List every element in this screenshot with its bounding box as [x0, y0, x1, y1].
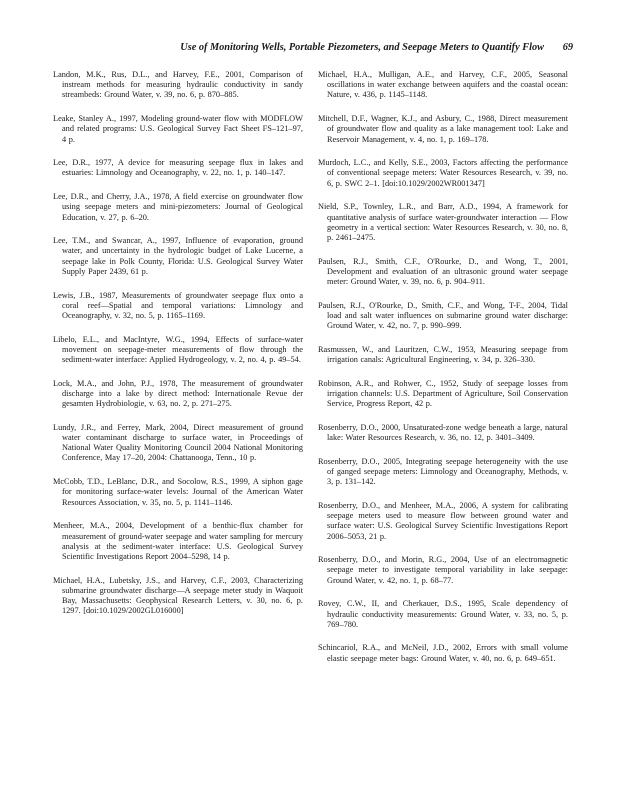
reference-entry: Lock, M.A., and John, P.J., 1978, The measurement of groundwater discharge into a lake by direct method: Internationale Revue der gesamten Hydrobiologie, v. 63, no. 2, p. 271–275. — [53, 378, 303, 409]
reference-entry: Robinson, A.R., and Rohwer, C., 1952, Study of seepage losses from irrigation channels: U.S. Department of Agriculture, Soil Conservation Service, Progress Report, 42 p. — [318, 378, 568, 409]
reference-entry: Lee, D.R., 1977, A device for measuring seepage flux in lakes and estuaries: Limnology and Oceanography, v. 22, no. 1, p. 140–147. — [53, 158, 303, 178]
reference-entry: Rosenberry, D.O., 2000, Unsaturated-zone wedge beneath a large, natural lake: Water Resources Research, v. 36, no. 12, p. 3401–3409. — [318, 422, 568, 443]
reference-entry: Nield, S.P., Townley, L.R., and Barr, A.D., 1994, A framework for quantitative analysis of surface water-groundwater interaction — Flow geometry in a vertical section: Water Resources Research, v. 30, no. 8, p. 2461–2475. — [318, 202, 568, 242]
reference-entry: Rosenberry, D.O., and Morin, R.G., 2004, Use of an electromagnetic seepage meter to investigate temporal variability in lake seepage: Ground Water, v. 42, no. 1, p. 68–77. — [318, 555, 568, 585]
references-right-column — [318, 70, 568, 677]
reference-entry: McCobb, T.D., LeBlanc, D.R., and Socolow, R.S., 1999, A siphon gage for monitoring surface-water levels: Journal of the American Water Resources Association, v. 35, no. 5, p. 1141–1146. — [53, 477, 303, 507]
references-left-column — [53, 70, 303, 630]
reference-entry: Libelo, E.L., and MacIntyre, W.G., 1994, Effects of surface-water movement on seepage-meter measurements of flow through the sediment-water interface: Applied Hydrogeology, v. 2, no. 4, p. 49–54. — [53, 334, 303, 365]
running-title: Use of Monitoring Wells, Portable Piezometers, and Seepage Meters to Quantify Flow — [180, 42, 544, 53]
reference-entry: Rasmussen, W., and Lauritzen, C.W., 1953, Measuring seepage from irrigation canals: Agricultural Engineering, v. 34, p. 326–330. — [318, 344, 568, 365]
reference-entry: Paulsen, R.J., Smith, C.F., O'Rourke, D., and Wong, T., 2001, Development and evaluation of an ultrasonic ground water seepage meter: Ground Water, v. 39, no. 6, p. 904–911. — [318, 256, 568, 287]
reference-entry: Michael, H.A., Lubetsky, J.S., and Harvey, C.F., 2003, Characterizing submarine groundwater discharge—A seepage meter study in Waquoit Bay, Massachusetts: Geophysical Research Letters, v. 30, no. 6, p. 1297. [doi:10.1029/2002GL016000] — [53, 575, 303, 616]
reference-entry: Landon, M.K., Rus, D.L., and Harvey, F.E., 2001, Comparison of instream methods for measuring hydraulic conductivity in sandy streambeds: Ground Water, v. 39, no. 6, p. 870–885. — [53, 70, 303, 100]
reference-entry: Schincariol, R.A., and McNeil, J.D., 2002, Errors with small volume elastic seepage meter bags: Ground Water, v. 40, no. 6, p. 649–651. — [318, 643, 568, 663]
reference-entry: Lewis, J.B., 1987, Measurements of groundwater seepage flux onto a coral reef—Spatial and temporal variations: Limnology and Oceanography, v. 32, no. 5, p. 1165–1169. — [53, 290, 303, 320]
page-header — [0, 42, 618, 56]
reference-entry: Rosenberry, D.O., and Menheer, M.A., 2006, A system for calibrating seepage meters used to measure flow between ground water and surface water: U.S. Geological Survey Scientific Investigations Report 2006–5053, 21 p. — [318, 500, 568, 541]
reference-entry: Lundy, J.R., and Ferrey, Mark, 2004, Direct measurement of ground water contaminant discharge to surface water, in Proceedings of National Water Quality Monitoring Council 2004 National Monitoring Conference, May 17–20, 2004: Chattanooga, Tenn., 10 p. — [53, 422, 303, 463]
reference-entry: Lee, T.M., and Swancar, A., 1997, Influence of evaporation, ground water, and uncertainty in the hydrologic budget of Lake Lucerne, a seepage lake in Polk County, Florida: U.S. Geological Survey Water Supply Paper 2439, 61 p. — [53, 236, 303, 276]
reference-entry: Rovey, C.W., II, and Cherkauer, D.S., 1995, Scale dependency of hydraulic conductivity measurements: Ground Water, v. 33, no. 5, p. 769–780. — [318, 599, 568, 629]
reference-entry: Lee, D.R., and Cherry, J.A., 1978, A field exercise on groundwater flow using seepage meters and mini-piezometers: Journal of Geological Education, v. 27, p. 6–20. — [53, 192, 303, 222]
reference-entry: Michael, H.A., Mulligan, A.E., and Harvey, C.F., 2005, Seasonal oscillations in water exchange between aquifers and the coastal ocean: Nature, v. 436, p. 1145–1148. — [318, 70, 568, 100]
reference-entry: Rosenberry, D.O., 2005, Integrating seepage heterogeneity with the use of ganged seepage meters: Limnology and Oceanography, Methods, v. 3, p. 131–142. — [318, 456, 568, 487]
reference-entry: Menheer, M.A., 2004, Development of a benthic-flux chamber for measurement of ground-water seepage and water sampling for mercury analysis at the sediment-water interface: U.S. Geological Survey Scientific Investigations Report 2004–5298, 14 p. — [53, 521, 303, 561]
reference-entry: Murdoch, L.C., and Kelly, S.E., 2003, Factors affecting the performance of conventional seepage meters: Water Resources Research, v. 39, no. 6, p. SWC 2–1. [doi:10.1029/2002WR001347] — [318, 158, 568, 188]
reference-entry: Mitchell, D.F., Wagner, K.J., and Asbury, C., 1988, Direct measurement of groundwater flow and quality as a lake management tool: Lake and Reservoir Management, v. 4, no. 1, p. 169–178. — [318, 114, 568, 144]
reference-entry: Paulsen, R.J., O'Rourke, D., Smith, C.F., and Wong, T-F., 2004, Tidal load and salt water influences on submarine ground water discharge: Ground Water, v. 42, no. 7, p. 990–999. — [318, 300, 568, 331]
reference-entry: Leake, Stanley A., 1997, Modeling ground-water flow with MODFLOW and related programs: U.S. Geological Survey Fact Sheet FS–121–97, 4 p. — [53, 114, 303, 144]
page-number: 69 — [562, 42, 573, 53]
